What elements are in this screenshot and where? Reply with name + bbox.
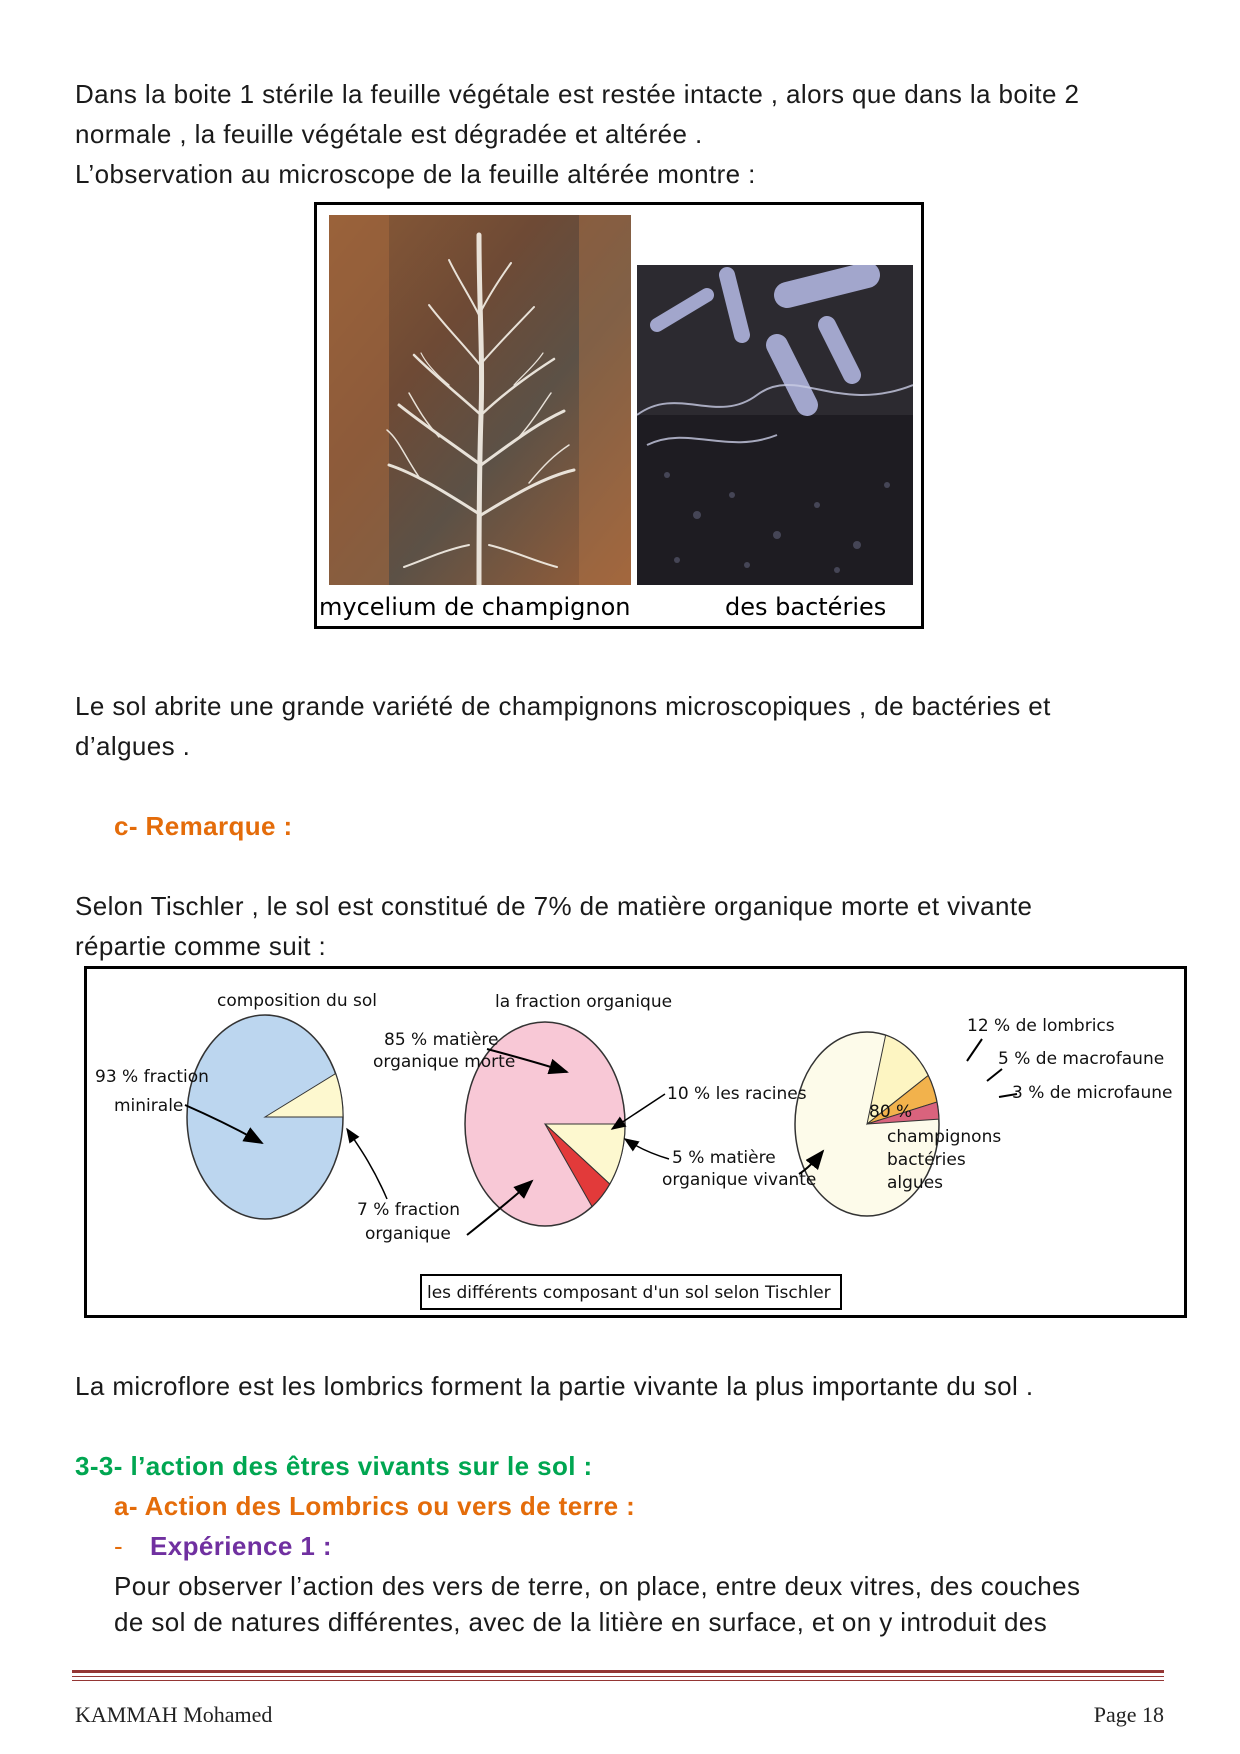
remarque-heading: c- Remarque : — [114, 811, 293, 841]
caption-mycelium: mycelium de champignon — [319, 593, 631, 621]
paragraph-line: normale , la feuille végétale est dégradée et altérée . — [75, 119, 703, 149]
chart3-label-microfaune: 3 % de microfaune — [1012, 1083, 1173, 1103]
bacteria-photo — [637, 265, 913, 585]
section-heading: 3-3- l’action des êtres vivants sur le sol : — [75, 1451, 593, 1481]
paragraph-line: de sol de natures différentes, avec de la litière en surface, et on y introduit des — [114, 1607, 1048, 1637]
chart3-label-lombrics: 12 % de lombrics — [967, 1016, 1115, 1036]
footer-rule-thin — [72, 1680, 1164, 1681]
footer-rule — [72, 1670, 1164, 1673]
chart3-label-algues: algues — [887, 1173, 944, 1193]
experience-heading: Expérience 1 : — [150, 1531, 332, 1561]
chart1-title: composition du sol — [217, 991, 377, 1011]
paragraph-line: L’observation au microscope de la feuille altérée montre : — [75, 159, 756, 189]
paragraph-line: Dans la boite 1 stérile la feuille végétale est restée intacte , alors que dans la boite 2 — [75, 79, 1080, 109]
bacteria-illustration — [637, 265, 913, 585]
chart3-label-micro-pct: 80 % — [869, 1102, 913, 1122]
subsection-heading: a- Action des Lombrics ou vers de terre : — [114, 1491, 636, 1521]
mycelium-photo — [329, 215, 631, 585]
caption-bacteria: des bactéries — [725, 593, 887, 621]
chart2-label-dead-line2: organique morte — [373, 1052, 516, 1072]
footer-rule-thin — [72, 1676, 1164, 1677]
arrow — [967, 1039, 982, 1061]
paragraph-line: La microflore est les lombrics forment la partie vivante la plus importante du sol . — [75, 1371, 1034, 1401]
chart1-label-organic-line2: organique — [365, 1224, 451, 1244]
bullet-dash: - — [114, 1531, 124, 1561]
arrow — [347, 1129, 387, 1199]
chart-caption: les différents composant d'un sol selon Tischler — [427, 1283, 831, 1303]
chart2-label-living: 5 % matière — [672, 1148, 776, 1168]
paragraph-line: d’algues . — [75, 731, 191, 761]
microscope-figure — [314, 202, 924, 629]
chart1-label-mineral: 93 % fraction — [95, 1067, 209, 1087]
chart3-label-champignons: champignons — [887, 1127, 1002, 1147]
paragraph-line: répartie comme suit : — [75, 931, 327, 961]
arrow — [625, 1139, 669, 1159]
pie-group — [187, 1015, 939, 1226]
footer-author: KAMMAH Mohamed — [75, 1702, 273, 1727]
chart3-label-macrofaune: 5 % de macrofaune — [998, 1049, 1165, 1069]
paragraph-line: Le sol abrite une grande variété de champignons microscopiques , de bactéries et — [75, 691, 1051, 721]
paragraph-line: Pour observer l’action des vers de terre, on place, entre deux vitres, des couches — [114, 1571, 1081, 1601]
chart3-label-bacteries: bactéries — [887, 1150, 966, 1170]
chart2-label-dead: 85 % matière — [384, 1030, 499, 1050]
chart1-label-organic: 7 % fraction — [357, 1200, 461, 1220]
tischler-chart-figure — [84, 966, 1187, 1318]
chart1-label-mineral-line2: minirale — [114, 1096, 184, 1116]
pie-charts — [87, 969, 1184, 1315]
footer-page-number: Page 18 — [1093, 1702, 1164, 1727]
chart2-label-roots: 10 % les racines — [667, 1084, 807, 1104]
mycelium-illustration — [329, 215, 631, 585]
arrow — [987, 1069, 1002, 1081]
chart2-label-living-line2: organique vivante — [662, 1170, 817, 1190]
chart2-title: la fraction organique — [495, 992, 673, 1012]
paragraph-line: Selon Tischler , le sol est constitué de 7% de matière organique morte et vivante — [75, 891, 1033, 921]
